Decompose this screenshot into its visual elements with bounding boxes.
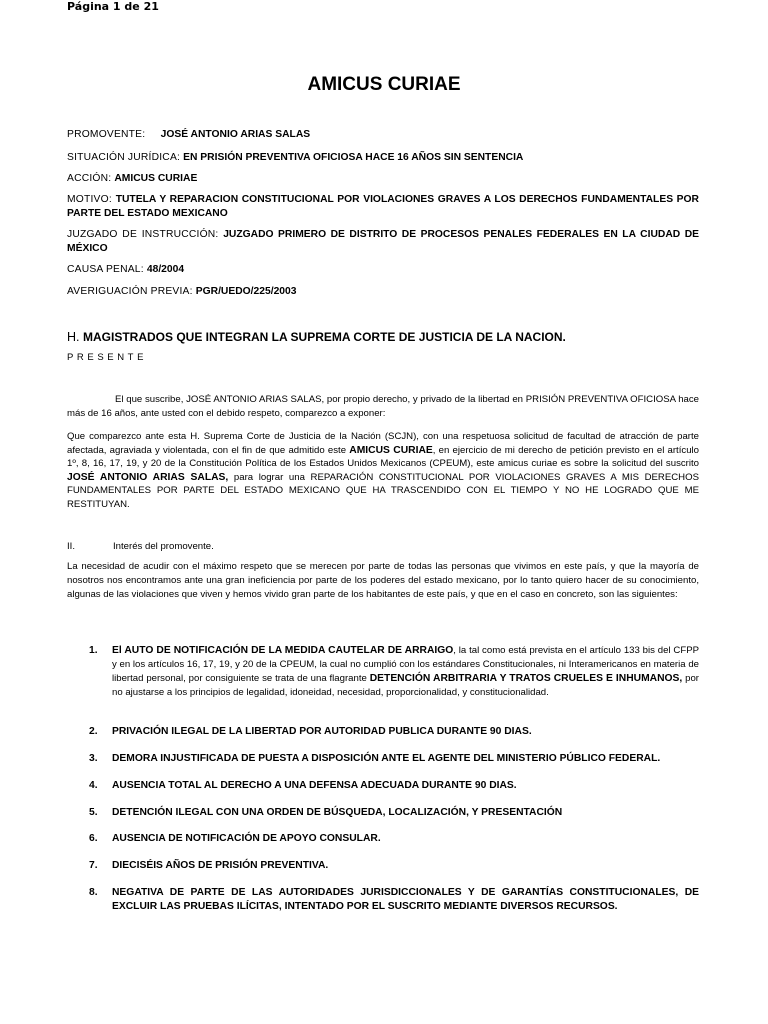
- list-text: por no ajustarse a los principios de legalidad, idoneidad, necesidad, proporcionalidad, y constitucionalidad.: [112, 673, 699, 698]
- document-title: AMICUS CURIAE: [307, 74, 461, 95]
- interest-paragraph: [67, 560, 699, 602]
- list-text: , la tal como está prevista en el artículo 133 bis del CFPP y en los artículos 16, 17, 19, y 20 de la CPEUM, la cual no cumplió con los estándares Constitucionales, ni Interamericanos en materia de libertad personal, por consiguiente se trata de una flagrante: [112, 645, 699, 684]
- field-causa-penal: [67, 263, 699, 277]
- addressee: [67, 330, 707, 344]
- list-item: [89, 859, 699, 873]
- list-item: [89, 832, 699, 846]
- field-value: 48/2004: [146, 264, 185, 275]
- field-label: MOTIVO:: [67, 194, 116, 205]
- field-label: JUZGADO DE INSTRUCCIÓN:: [67, 229, 224, 240]
- section-number: II.: [67, 541, 75, 552]
- request-paragraph: [67, 430, 699, 512]
- list-item: [89, 752, 699, 766]
- interest-text: La necesidad de acudir con el máximo respeto que se merecen por parte de todas las personas que vivimos en este país, y que la mayoría de nosotros nos encontramos ante una gran ineficiencia por parte de los poderes del estado mexicano, por lo tanto quiero hacer de su conocimiento, algunas de las violaciones que viven y hemos vivido gran parte de los habitantes de este país, y que en el caso en concreto, son las siguientes:: [67, 561, 699, 600]
- field-label: ACCIÓN:: [67, 173, 115, 184]
- field-promovente: [67, 128, 699, 142]
- list-number: 1.: [89, 645, 98, 656]
- field-value: JUZGADO PRIMERO DE DISTRITO DE PROCESOS PENALES FEDERALES EN LA CIUDAD DE MÉXICO: [67, 229, 699, 254]
- section-title: Interés del promovente.: [113, 541, 214, 552]
- field-value: EN PRISIÓN PREVENTIVA OFICIOSA HACE 16 AÑOS SIN SENTENCIA: [183, 152, 524, 163]
- field-value: JOSÉ ANTONIO ARIAS SALAS: [160, 129, 311, 140]
- list-item: [89, 886, 699, 914]
- field-label: SITUACIÓN JURÍDICA:: [67, 152, 184, 163]
- intro-text: El que suscribe, JOSÉ ANTONIO ARIAS SALAS, por propio derecho, y privado de la libertad en PRISIÓN PREVENTIVA OFICIOSA hace más de 16 años, ante usted con el debido respeto, comparezco a exponer:: [67, 394, 699, 419]
- list-item: [89, 806, 699, 820]
- list-item: [89, 644, 699, 700]
- field-value: TUTELA Y REPARACION CONSTITUCIONAL POR VIOLACIONES GRAVES A LOS DERECHOS FUNDAMENTALES POR PARTE DEL ESTADO MEXICANO: [67, 194, 699, 219]
- list-number: 3.: [89, 753, 98, 764]
- list-emphasis: El AUTO DE NOTIFICACIÓN DE LA MEDIDA CAUTELAR DE ARRAIGO: [112, 645, 454, 656]
- list-text: DETENCIÓN ILEGAL CON UNA ORDEN DE BÚSQUEDA, LOCALIZACIÓN, Y PRESENTACIÓN: [112, 807, 563, 818]
- field-accion: [67, 172, 699, 186]
- request-text: , en ejercicio de mi derecho de petición previsto en el artículo 1º, 8, 16, 17, 19, y 20 de la Constitución Política de los Estados Unidos Mexicanos (CPEUM), este amicus curiae es sobre la solicitud del suscrito: [67, 444, 699, 470]
- field-label: PROMOVENTE:: [67, 129, 161, 140]
- list-number: 8.: [89, 887, 98, 898]
- field-label: CAUSA PENAL:: [67, 264, 147, 275]
- field-situacion-juridica: [67, 151, 699, 165]
- promovente-name: JOSÉ ANTONIO ARIAS SALAS,: [67, 471, 229, 483]
- list-number: 4.: [89, 780, 98, 791]
- addressee-text: MAGISTRADOS QUE INTEGRAN LA SUPREMA CORTE DE JUSTICIA DE LA NACION.: [82, 330, 566, 344]
- page-number: Página 1 de 21: [67, 0, 159, 13]
- field-averiguacion-previa: [67, 285, 699, 299]
- field-label: AVERIGUACIÓN PREVIA:: [67, 286, 196, 297]
- addressee-prefix: H.: [67, 330, 83, 344]
- list-number: 5.: [89, 807, 98, 818]
- field-value: PGR/UEDO/225/2003: [195, 286, 297, 297]
- list-text: DIECISÉIS AÑOS DE PRISIÓN PREVENTIVA.: [112, 860, 329, 871]
- list-text: PRIVACIÓN ILEGAL DE LA LIBERTAD POR AUTORIDAD PUBLICA DURANTE 90 DIAS.: [112, 726, 532, 737]
- request-text: para lograr una REPARACIÓN CONSTITUCIONAL POR VIOLACIONES GRAVES A MIS DERECHOS FUNDAMENTALES POR PARTE DEL ESTADO MEXICANO QUE HA TRASCENDIDO CON EL TIEMPO Y NO HE LOGRADO QUE ME RESTITUYAN.: [67, 471, 699, 510]
- list-number: 7.: [89, 860, 98, 871]
- list-emphasis: DETENCIÓN ARBITRARIA Y TRATOS CRUELES E INHUMANOS,: [369, 673, 683, 684]
- list-text: AUSENCIA TOTAL AL DERECHO A UNA DEFENSA ADECUADA DURANTE 90 DIAS.: [112, 780, 517, 791]
- section-heading: [67, 541, 214, 552]
- list-text: DEMORA INJUSTIFICADA DE PUESTA A DISPOSICIÓN ANTE EL AGENTE DEL MINISTERIO PÚBLICO FEDERAL.: [112, 753, 661, 764]
- list-text: NEGATIVA DE PARTE DE LAS AUTORIDADES JURISDICCIONALES Y DE GARANTÍAS CONSTITUCIONALES, DE EXCLUIR LAS PRUEBAS ILÍCITAS, INTENTADO POR EL SUSCRITO MEDIANTE DIVERSOS RECURSOS.: [112, 887, 699, 912]
- field-value: AMICUS CURIAE: [114, 173, 198, 184]
- request-text: Que comparezco ante esta H. Suprema Corte de Justicia de la Nación (SCJN), con una respetuosa solicitud de facultad de atracción de parte afectada, agraviada y violentada, con el fin de que admitido este: [67, 431, 699, 456]
- request-emphasis: AMICUS CURIAE: [349, 444, 433, 456]
- list-number: 6.: [89, 833, 98, 844]
- field-juzgado: [67, 228, 699, 256]
- field-motivo: [67, 193, 699, 221]
- list-text: AUSENCIA DE NOTIFICACIÓN DE APOYO CONSULAR.: [112, 833, 381, 844]
- list-number: 2.: [89, 726, 98, 737]
- presente-label: PRESENTE: [67, 352, 148, 363]
- list-item: [89, 725, 699, 739]
- intro-paragraph: [67, 393, 699, 421]
- list-item: [89, 779, 699, 793]
